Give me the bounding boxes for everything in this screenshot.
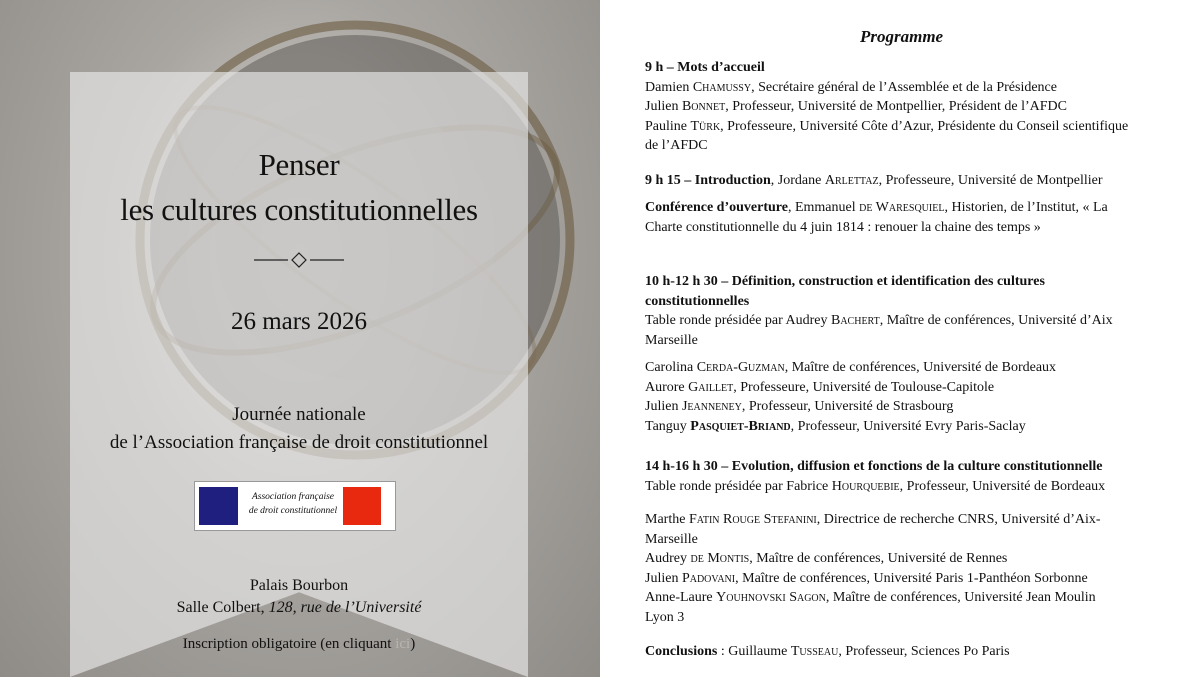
event-subtitle (70, 401, 528, 457)
event-title (70, 142, 528, 232)
session-opening-conference (645, 198, 1190, 237)
diamond-ornament-icon (254, 250, 344, 270)
session-heading: 14 h-16 h 30 – Evolution, diffusion et fonctions de la culture constitutionnelle (645, 459, 1103, 474)
registration-text: Inscription obligatoire (en cliquant (182, 636, 396, 652)
registration-text-end: ) (410, 636, 416, 652)
speaker-line: Audrey de Montis, Maître de conférences, Université de Rennes (645, 551, 1008, 566)
title-line-1: Penser (258, 147, 340, 182)
session-heading: 10 h-12 h 30 – Définition, construction et identification des cultures (645, 274, 1045, 289)
logo-red-square (343, 487, 381, 525)
session-introduction (645, 171, 1190, 191)
logo-text-line-1: Association française (251, 492, 335, 502)
registration-link[interactable]: ici (395, 636, 411, 652)
speaker-line-cont: Charte constitutionnelle du 4 juin 1814 : renouer la chaine des temps » (645, 219, 1041, 235)
speaker-line: Tanguy Pasquiet-Briand, Professeur, Université Evry Paris-Saclay (645, 418, 1026, 434)
speaker-line-cont: Lyon 3 (645, 609, 685, 625)
chair-line-cont: Marseille (645, 332, 698, 348)
speaker-line: 9 h 15 – Introduction, Jordane Arlettaz, Professeure, Université de Montpellier (645, 173, 1103, 188)
speaker-line: Julien Padovani, Maître de conférences, Université Paris 1-Panthéon Sorbonne (645, 570, 1088, 586)
location-line-1: Palais Bourbon (249, 577, 349, 594)
speaker-line: Damien Chamussy, Secrétaire général de l’Assemblée et de la Présidence (645, 79, 1057, 95)
logo-text (241, 490, 345, 518)
location-line-2 (70, 597, 528, 619)
speaker-line: Julien Bonnet, Professeur, Université de Montpellier, Président de l’AFDC (645, 99, 1068, 114)
logo-blue-square (199, 487, 238, 525)
speaker-line: Aurore Gaillet, Professeure, Université de Toulouse-Capitole (645, 379, 995, 395)
logo-text-line-2: de droit constitutionnel (248, 506, 338, 516)
session-round-table-1-speakers (645, 358, 1190, 436)
session-round-table-2 (645, 457, 1190, 496)
speaker-line-cont: de l’AFDC (645, 138, 708, 153)
programme-title: Programme (860, 27, 944, 46)
chair-line: Table ronde présidée par Fabrice Hourquebie, Professeur, Université de Bordeaux (645, 478, 1106, 494)
registration-notice (70, 636, 528, 653)
speaker-line: Carolina Cerda-Guzman, Maître de conférences, Université de Bordeaux (645, 360, 1057, 375)
speaker-line: Conclusions : Guillaume Tusseau, Professeur, Sciences Po Paris (645, 644, 1010, 659)
event-location (70, 575, 528, 619)
subtitle-line-1: Journée nationale (232, 404, 366, 425)
location-address: 128, rue de l’Université (268, 599, 422, 616)
session-heading: 9 h – Mots d’accueil (645, 60, 765, 75)
speaker-line: Julien Jeanneney, Professeur, Université de Strasbourg (645, 399, 954, 414)
event-date: 26 mars 2026 (230, 308, 368, 335)
session-heading-cont: constitutionnelles (645, 293, 750, 309)
location-room: Salle Colbert, (176, 599, 269, 616)
speaker-line: Marthe Fatin Rouge Stefanini, Directrice de recherche CNRS, Université d’Aix- (645, 512, 1101, 527)
speaker-line-cont: Marseille (645, 531, 698, 547)
speaker-line: Anne-Laure Youhnovski Sagon, Maître de conférences, Université Jean Moulin (645, 590, 1096, 605)
afdc-logo (194, 481, 396, 531)
speaker-line: Pauline Türk, Professeure, Université Côte d’Azur, Présidente du Conseil scientifique (645, 118, 1129, 134)
chair-line: Table ronde présidée par Audrey Bachert, Maître de conférences, Université d’Aix (645, 313, 1113, 328)
session-round-table-2-speakers (645, 510, 1190, 627)
session-round-table-1 (645, 272, 1190, 350)
subtitle-line-2: de l’Association française de droit constitutionnel (109, 432, 489, 453)
session-conclusions (645, 642, 1190, 662)
title-line-2: les cultures constitutionnelles (120, 192, 478, 227)
session-welcome (645, 58, 1190, 156)
speaker-line: Conférence d’ouverture, Emmanuel de Waresquiel, Historien, de l’Institut, « La (645, 200, 1108, 215)
